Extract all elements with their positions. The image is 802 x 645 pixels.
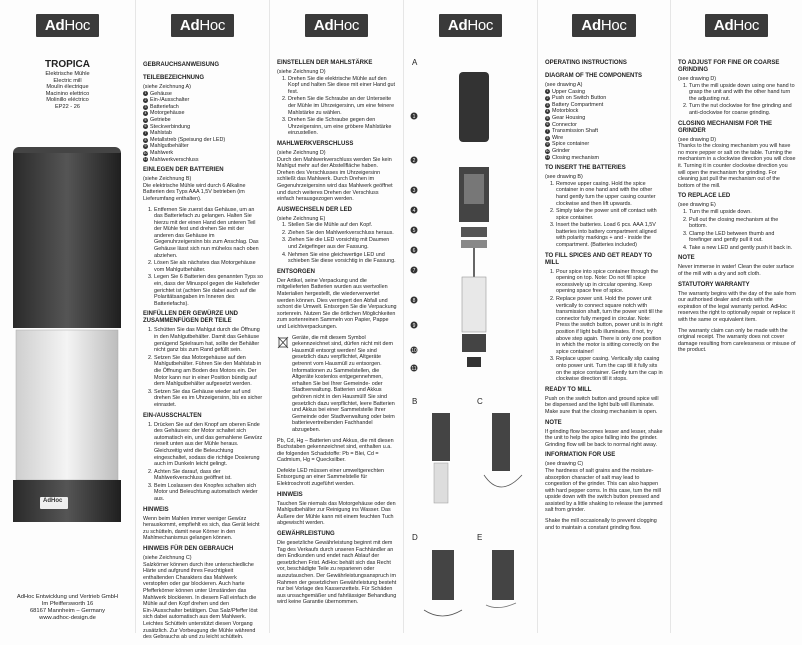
en-batteries-steps: 1. Remove upper casing. Hold the spice container in one hand and with the other hand gently turn the upper casing counter clockwise and then lift upwards. 2. Simply take the power unit off contact with spice container. 3. Insert the batteries. Load 6 pcs. AAA 1,5V batteries into battery compartment aligned with polarity markings + and - inside the compartment. (Batteries included) <box>545 181 664 249</box>
list-item: 9 Spice container <box>546 141 590 148</box>
de-onoff-steps: 1. Drücken Sie auf den Knopf am oberen Ende des Gehäuses: der Motor schaltet sich automatisch ein, und das gemahlene Gewürz rieselt unten aus der Mühle heraus. Gleichzeitig wird die Beleuchtung eingeschaltet, sodass die richtige Dosierung auch im Dunkeln leicht gelingt. 2. Achten Sie darauf, dass der Mahlwerkverschluss geöffnet ist. 3. Beim Loslassen des Knopfes schalten sich Motor und Beleuchtung automatisch wieder aus. <box>143 422 263 503</box>
german-panel-2: AdHoc EINSTELLEN DER MAHLSTÄRKE (siehe Zeichnung D) 1. Drehen Sie die elektrische Mühle auf den Kopf und halten Sie diese mit einer Hand gut fest. 2. Drehen Sie die Schraube an der Unterseite der Mühle im Uhrzeigersinn, um eine feinere Mahlstärke zu wählen. 3. Drehen Sie die Schraube gegen den Uhrzeigersinn, um eine gröbere Mahlstärke einzustellen. MAHLWERKVERSCHLUSS (siehe Zeichnung D) Durch den Mahlwerkverschluss werden Sie kein Mahlgut mehr auf der Abstellfläche haben. Drehen des Verschlusses im Uhrzeigersinn schließt das Mahlwerk. Durch Drehen im Gegenuhrzeigersinn wird das Mahlwerk geöffnet und durch weiteres Drehen der Verschluss einfach herausgezogen werden. AUSWECHSELN DER LED (siehe Zeichnung E) 1. Stellen Sie die Mühle auf den Kopf. 2. Ziehen Sie den Mahlwerkverschluss heraus. 3. Ziehen Sie die LED vorsichtig mit Daumen und Zeigefinger aus der Fassung. 4. Nehmen Sie eine gleichwertige LED und schieben Sie diese vorsichtig in die Fassung. ENTSORGEN Der Artikel, seine Verpackung und die mitgelieferten Batterien wurden aus wertvollen Materialien hergestellt, die wiederverwertet werden können. Dies verringert den Abfall und schont die Umwelt. Entsorgen Sie die Verpackung sortenrein. Nutzen Sie die örtlichen Möglichkeiten zum sortenreinen Sammeln von Papier, Pappe und Leichtverpackungen. Geräte, die mit diesem Symbol gekennzeichnet sind, dürfen nicht mit dem Hausmüll entsorgt werden! Sie sind gesetzlich dazu verpflichtet, Altgeräte getrennt vom Hausmüll zu entsorgen. Informationen zu Sammelstellen, die Altgeräte kostenlos entgegennehmen, erhalten Sie bei Ihrer Gemeinde- oder Stadtverwaltung. Batterien und Akkus gehören nicht in den Hausmüll! Sie sind gesetzlich dazu verpflichtet, leere Batterien und Akkus bei einer Sammelstelle Ihrer Gemeinde oder Stadtverwaltung oder beim batterievertreibenden Fachhandel abzugeben. Pb, Cd, Hg – Batterien und Akkus, die mit diesen Buchstaben gekennzeichnet sind, enthalten u.a. die folgenden Schadstoffe: Pb = Blei, Cd = Cadmium, Hg = Quecksilber. Defekte LED müssen einer umweltgerechten Entsorgung an einer Sammelstelle für Elektroschrott zugeführt werden. HINWEIS Tauchen Sie niemals das Motorgehäuse oder den Mahlgutbehälter zur Reinigung ins Wasser. Das Äußere der Mühle kann mit einem feuchten Tuch abgewischt werden. GEWÄHRLEISTUNG Die gesetzliche Gewährleistung beginnt mit dem Tag des Verkaufs durch unseren Fachhändler an den Endkunden und endet nach Ablauf der gesetzlichen Frist. AdHoc behält sich das Recht vor, beschädigte Teile zu reparieren oder auszutauschen. Der Gewährleistungsanspruch im Rahmen der gesetzlichen Gewährleistung besteht nur bei Vorlage des Kassenzettels. Für Schäden aus unsachgemäßer und fahrlässiger Behandlung wird keine Garantie übernommen. <box>269 0 403 633</box>
drawing-c <box>474 405 534 515</box>
brand-header <box>0 12 135 39</box>
de-fill-steps: 1. Schütten Sie das Mahlgut durch die Öffnung in den Mahlgutbehälter. Damit das Gehäuse genügend Spielraum hat, sollte der Behälter nicht ganz bis zum Rand gefüllt sein. 2. Setzen Sie das Motorgehäuse auf den Mahlgutbehälter. Führen Sie den Mahlstab in die Öffnung am Boden des Motors ein. Der Motor kann nur in einer Position bündig auf dem Mahlgutbehälter aufgesetzt werden. 3. Setzen Sie das Gehäuse wieder auf und drehen Sie es im Uhrzeigersinn, bis es sicher einrastet. <box>143 327 263 408</box>
list-item: 8 Wire <box>546 134 564 141</box>
en-fill-steps: 1. Pour spice into spice container through the opening on top. Note: Do not fill spice excessively up in circular opening. Keep opening space free of spice. 2. Replace power unit. Hold the power unit vertically to connect square notch with transmission shaft, turn the power unit till the connector fully merged in circular. Note: Press the switch button, power unit is in right position if light bulb illuminates. If not, try above step again. There is only one position in which the motor is sitting correctly on the spice container! 3. Replace upper casing. Vertically slip casing onto power unit. Turn the cap till it fully sits on the spice container. Gently turn the cap in clockwise direction till it stops. <box>545 269 664 383</box>
english-panel-2: AdHoc TO ADJUST FOR FINE OR COARSE GRINDING (see drawing D) 1. Turn the mill upside down using one hand to grasp the unit and with the other hand turn the adjusting nut. 2. Turn the nut clockwise for fine grinding and anti-clockwise for coarse grinding. CLOSING MECHANISM FOR THE GRINDER (see drawing D) Thanks to the closing mechanism you will have no more pepper or salt on the table. Turning the mechanism in a clockwise direction you will close it. Turning it in counter clockwise direction you will open the mechanism for grinding. For cleaning just pull the mechanism out of the bottom of the mill. TO REPLACE LED (see drawing E) 1. Turn the mill upside down. 2. Pull out the closing mechanism at the bottom. 3. Clamp the LED between thumb and forefinger and gently pull it out. 4. Take a new LED and gently push it back in. NOTE Never immerse in water! Clean the outer surface of the mill with a dry and soft cloth. STATUTORY WARRANTY The warranty begins with the day of the sale from our authorised dealer and ends with the expiration of the legal warranty period. AdHoc reserves the right to optionally repair or replace it with the same or equivalent item. The warranty claim can only be made with the original receipt. The warranty does not cover damage resulting from carelessness or misuse of the product. <box>670 0 802 633</box>
svg-text:9: 9 <box>412 322 416 329</box>
svg-text:3: 3 <box>412 187 416 194</box>
de-grind-steps: 1. Drehen Sie die elektrische Mühle auf den Kopf und halten Sie diese mit einer Hand gut fest. 2. Drehen Sie die Schraube an der Unterseite der Mühle im Uhrzeigersinn, um eine feinere Mahlstärke zu wählen. 3. Drehen Sie die Schraube gegen den Uhrzeigersinn, um eine gröbere Mahlstärke einzustellen. <box>277 76 397 137</box>
company-website[interactable]: www.adhoc-design.de <box>39 615 96 621</box>
list-item: 10 Grinder <box>545 147 570 154</box>
svg-text:1: 1 <box>412 113 416 120</box>
list-item: 8 Metallstreb (Speisung der LED) <box>144 136 226 143</box>
list-item: 9 Mahlgutbehälter <box>144 143 189 150</box>
product-badge: AdHoc <box>43 498 63 504</box>
drawing-e <box>474 545 534 620</box>
drawing-b <box>414 405 474 515</box>
english-panel-1: AdHoc OPERATING INSTRUCTIONS DIAGRAM OF THE COMPONENTS (see drawing A) 1 Upper Casing 2 Push on Switch Button 3 Battery Compartment 4 Motorblock 5 Gear Housing 6 Connector 7 Transmission Shaft 8 Wire 9 Spice container 10 Grinder 11 Closing mechanism TO INSERT THE BATTERIES (see drawing B) 1. Remove upper casing. Hold the spice container in one hand and with the other hand gently turn the upper casing counter clockwise and then lift upwards. 2. Simply take the power unit off contact with spice container. 3. Insert the batteries. Load 6 pcs. AAA 1,5V batteries into battery compartment aligned with polarity markings + and - inside the compartment. (Batteries included) TO FILL SPICES AND GET READY TO MILL 1. Pour spice into spice container through the opening on top. Note: Do not fill spice excessively up in circular opening. Keep opening space free of spice. 2. Replace power unit. Hold the power unit vertically to connect square notch with transmission shaft, turn the power unit till the connector fully merged in circular. Note: Press the switch button, power unit is in right position if light bulb illuminates. If not, try above step again. There is only one position in which the motor is sitting correctly on the spice container! 3. Replace upper casing. Vertically slip casing onto power unit. Turn the cap till it fully sits on the spice container. Gently turn the cap in clockwise direction till it stops. READY TO MILL Push on the switch button and ground spice will be dispensed and the light bulb will illuminate. Make sure that the closing mechanism is open. NOTE If grinding flow becomes lesser and lesser, shake the unit to help the spice falling into the grinder. Grinding flow will be back to normal right away. INFORMATION FOR USE (see drawing C) The hardness of salt grains and the moisture-absorption character of salt may lead to congestion of the grinder. This can also happen with hard pepper corns. In this case, turn the mill upside down with the switch button pressed and assisted by a little shaking to release the jammed salt from grinder. Shake the mill occasionally to prevent clogging and to maintain a constant grinding flow. <box>537 0 670 633</box>
figure-c-label: C <box>477 397 483 406</box>
list-item: 2 Ein-/Ausschalter <box>144 97 190 104</box>
svg-text:2: 2 <box>412 157 416 164</box>
list-item: 5 Getriebe <box>144 116 171 123</box>
cover-panel <box>0 0 135 633</box>
product-title: TROPICA <box>45 59 90 70</box>
svg-text:6: 6 <box>412 247 416 254</box>
en-adjust-steps: 1. Turn the mill upside down using one hand to grasp the unit and with the other hand turn the adjusting nut. 2. Turn the nut clockwise for fine grinding and anti-clockwise for coarse grinding. <box>678 83 796 117</box>
svg-text:5: 5 <box>412 227 416 234</box>
svg-text:8: 8 <box>412 297 416 304</box>
product-subtitle: Elektrische Mühle Electric mill Moulin électrique Macinino elettrico Molinillo eléctrico EP22 - 26 <box>45 71 90 110</box>
list-item: 6 Steckverbindung <box>144 123 191 130</box>
drawings-panel <box>403 0 537 633</box>
crossed-bin-icon <box>277 335 289 349</box>
list-item: 5 Gear Housing <box>546 114 586 121</box>
drawing-d <box>414 545 474 620</box>
svg-text:4: 4 <box>412 207 416 214</box>
list-item: 4 Motorblock <box>546 108 579 115</box>
list-item: 10 Mahlwerk <box>143 149 174 156</box>
svg-text:11: 11 <box>411 365 417 372</box>
figure-d-label: D <box>412 533 418 542</box>
list-item: 7 Transmission Shaft <box>546 128 598 135</box>
de-parts-list <box>143 91 263 164</box>
brand-logo: AdHoc <box>171 14 234 37</box>
de-batteries-steps: 1. Entfernen Sie zuerst das Gehäuse, um an das Batteriefach zu gelangen. Halten Sie hierzu mit der einen Hand den unteren Teil der Mühle fest und drehen Sie mit der anderen das Gehäuse im Gegenuhrzeigersinn bis zum Anschlag. Das Gehäuse lässt sich nun mühelos nach oben abziehen. 2. Lösen Sie als nächstes das Motorgehäuse vom Mahlgutbehälter. 3. Legen Sie 6 Batterien des genannten Typs so ein, dass der Minuspol gegen die Haltefeder gerichtet ist (achten Sie dabei auch auf die Polaritätsangaben im Inneren des Batteriefachs). <box>143 207 263 308</box>
de-parts-heading: TEILEBEZEICHNUNG <box>143 75 205 81</box>
figure-b-label: B <box>412 397 418 406</box>
list-item: 3 Battery Compartment <box>546 101 604 108</box>
list-item: 2 Push on Switch Button <box>546 95 607 102</box>
figure-e-label: E <box>477 533 483 542</box>
list-item: 3 Batteriefach <box>144 103 179 110</box>
callout-markers <box>406 110 436 410</box>
en-parts-list <box>545 89 664 162</box>
svg-text:10: 10 <box>411 347 417 354</box>
company-address: AdHoc Entwicklung und Vertrieb GmbH Im Pfeiffersworth 16 68167 Mannheim – Germany www.adhoc-design.de <box>0 594 135 622</box>
brand-logo: AdHoc <box>305 14 368 37</box>
figure-a-label: A <box>412 58 418 67</box>
brand-logo: AdHoc <box>36 14 99 37</box>
en-led-steps: 1. Turn the mill upside down. 2. Pull out the closing mechanism at the bottom. 3. Clamp the LED between thumb and forefinger and gently pull it out. 4. Take a new LED and gently push it back in. <box>678 209 796 252</box>
de-heading: GEBRAUCHSANWEISUNG <box>143 62 220 68</box>
de-led-steps: 1. Stellen Sie die Mühle auf den Kopf. 2. Ziehen Sie den Mahlwerkverschluss heraus. 3. Ziehen Sie die LED vorsichtig mit Daumen und Zeigefinger aus der Fassung. 4. Nehmen Sie eine gleichwertige LED und schieben Sie diese vorsichtig in die Fassung. <box>277 222 397 265</box>
brand-logo: AdHoc <box>572 14 635 37</box>
svg-text:7: 7 <box>412 267 416 274</box>
brand-logo: AdHoc <box>439 14 502 37</box>
german-panel-1: AdHoc GEBRAUCHSANWEISUNG TEILEBEZEICHNUNG (siehe Zeichnung A) 1 Gehäuse 2 Ein-/Ausschalter 3 Batteriefach 4 Motorgehäuse 5 Getriebe 6 Steckverbindung 7 Mahlstab 8 Metallstreb (Speisung der LED) 9 Mahlgutbehälter 10 Mahlwerk 11 Mahlwerkverschluss EINLEGEN DER BATTERIEN (siehe Zeichnung B) Die elektrische Mühle wird durch 6 Alkaline Batterien des Typs AAA 1,5V betrieben (im Lieferumfang enthalten). 1. Entfernen Sie zuerst das Gehäuse, um an das Batteriefach zu gelangen. Halten Sie hierzu mit der einen Hand den unteren Teil der Mühle fest und drehen Sie mit der anderen das Gehäuse im Gegenuhrzeigersinn bis zum Anschlag. Das Gehäuse lässt sich nun mühelos nach oben abziehen. 2. Lösen Sie als nächstes das Motorgehäuse vom Mahlgutbehälter. 3. Legen Sie 6 Batterien des genannten Typs so ein, dass der Minuspol gegen die Haltefeder gerichtet ist (achten Sie dabei auch auf die Polaritätsangaben im Inneren des Batteriefachs). EINFÜLLEN DER GEWÜRZE UND ZUSAMMENFÜGEN DER TEILE 1. Schütten Sie das Mahlgut durch die Öffnung in den Mahlgutbehälter. Damit das Gehäuse genügend Spielraum hat, sollte der Behälter nicht ganz bis zum Rand gefüllt sein. 2. Setzen Sie das Motorgehäuse auf den Mahlgutbehälter. Führen Sie den Mahlstab in die Öffnung am Boden des Motors ein. Der Motor kann nur in einer Position bündig auf dem Mahlgutbehälter aufgesetzt werden. 3. Setzen Sie das Gehäuse wieder auf und drehen Sie es im Uhrzeigersinn, bis es sicher einrastet. EIN-/AUSSCHALTEN 1. Drücken Sie auf den Knopf am oberen Ende des Gehäuses: der Motor schaltet sich automatisch ein, und das gemahlene Gewürz rieselt unten aus der Mühle heraus. Gleichzeitig wird die Beleuchtung eingeschaltet, sodass die richtige Dosierung auch im Dunkeln leicht gelingt. 2. Achten Sie darauf, dass der Mahlwerkverschluss geöffnet ist. 3. Beim Loslassen des Knopfes schalten sich Motor und Beleuchtung automatisch wieder aus. HINWEIS Wenn beim Mahlen immer weniger Gewürz herauskommt, empfiehlt es sich, das Gerät leicht zu schütteln, damit neue Körner in den Mahlmechanismus gelangen können. HINWEIS FÜR DEN GEBRAUCH (siehe Zeichnung C) Salzkörner können durch ihre unterschiedliche Härte und aufgrund ihres Feuchtigkeit enthaltenden Charakters das Mahlwerk verstopfen oder gar blockieren. Auch harte Pfefferkörner können unter Umständen das Mahlwerk blockieren. In diesem Fall einfach die Mühle auf den Kopf drehen und den Ein-/Ausschalter betätigen. Das Salz/Pfeffer löst sich dabei automatisch aus dem Mahlwerk. Leichtes Schütteln unterstützt diesen Vorgang zusätzlich. Zur Vorbeugung die Mühle während des Gebrauchs ab und zu leicht schütteln. <box>135 0 269 633</box>
list-item: 1 Upper Casing <box>546 88 585 95</box>
list-item: 1 Gehäuse <box>144 90 172 97</box>
brand-logo: AdHoc <box>705 14 768 37</box>
product-photo <box>0 125 135 545</box>
list-item: 6 Connector <box>546 121 577 128</box>
list-item: 11 Closing mechanism <box>545 154 600 161</box>
list-item: 7 Mahlstab <box>144 130 172 137</box>
list-item: 11 Mahlwerkverschluss <box>143 156 199 163</box>
list-item: 4 Motorgehäuse <box>144 110 185 117</box>
